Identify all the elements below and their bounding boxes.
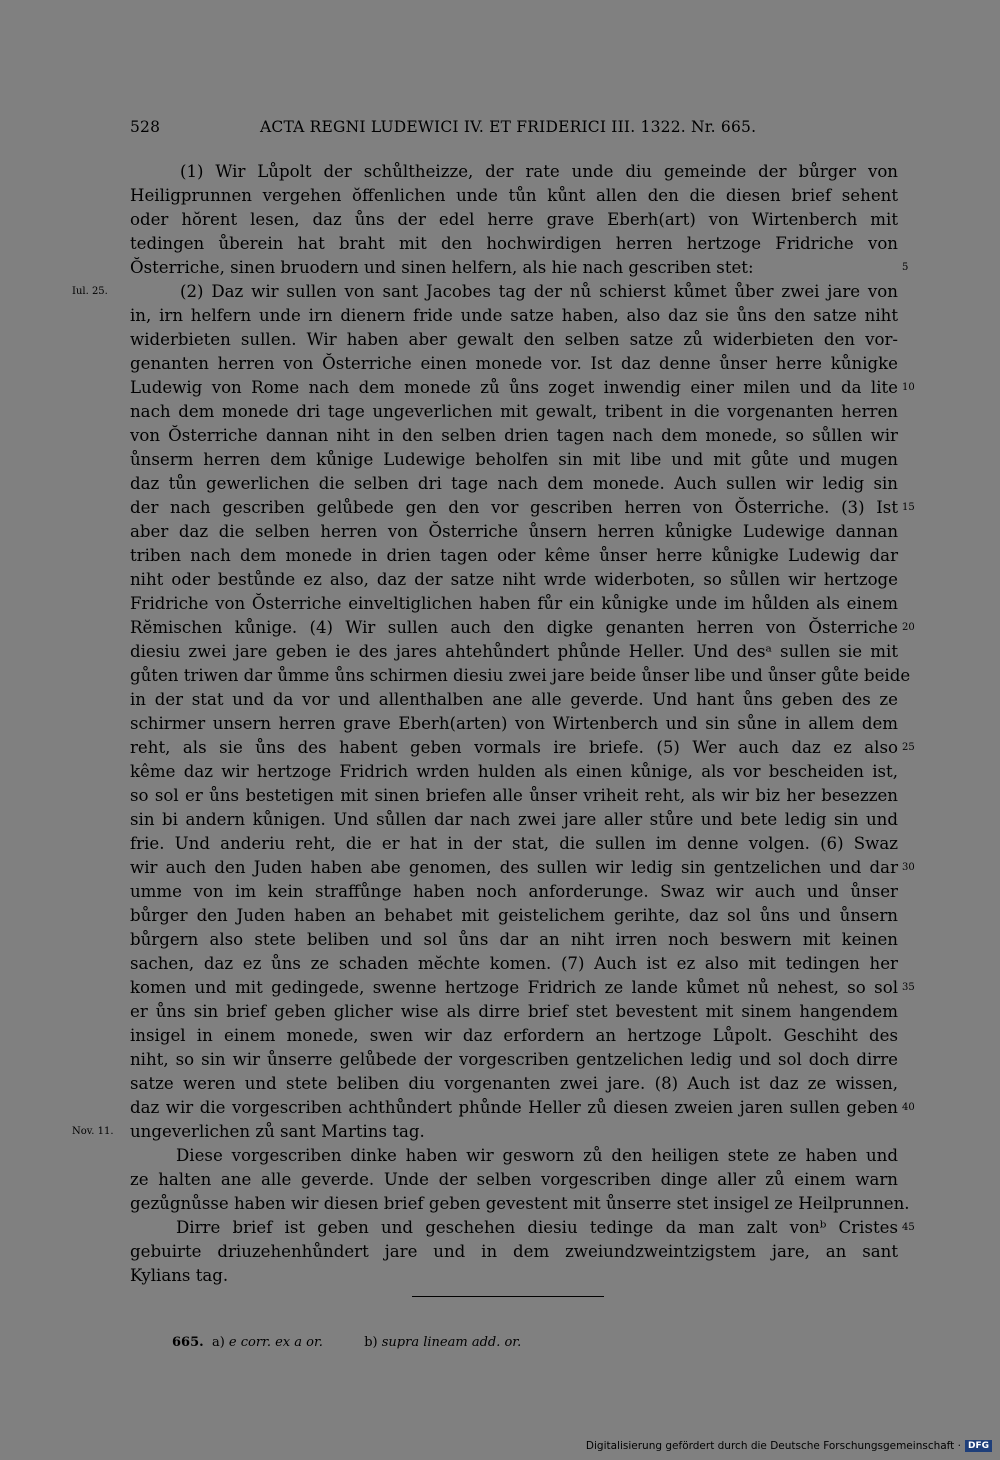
text-line-content: sachen, daz ez ůns ze schaden mĕchte komen. (7) Auch ist ez also mit tedingen her <box>130 954 898 973</box>
text-line <box>130 1168 898 1192</box>
text-line <box>130 496 915 520</box>
text-line-content: der nach gescriben gelůbede gen den vor gescriben herren von Ŏsterriche. (3) Ist <box>130 498 898 517</box>
text-line <box>130 664 911 688</box>
text-line-content: widerbieten sullen. Wir haben aber gewalt den selben satze zů widerbieten den vor- <box>130 330 898 349</box>
footnote-a-text: e corr. ex a or. <box>228 1335 323 1350</box>
page-number: 528 <box>130 118 161 136</box>
text-line-content: oder hŏrent lesen, daz ůns der edel herre grave Eberh(art) von Wirtenberch mit <box>130 210 898 229</box>
text-line <box>130 832 898 856</box>
text-line-content: ůnserm herren dem kůnige Ludewige beholfen sin mit libe und mit gůte und mugen <box>130 450 898 469</box>
text-line <box>72 280 898 304</box>
text-line <box>130 208 898 232</box>
text-line <box>72 1120 898 1144</box>
text-line <box>130 520 898 544</box>
text-line <box>130 616 915 640</box>
text-line <box>130 1000 898 1024</box>
text-line-content: Heiligprunnen vergehen ŏffenlichen unde tůn kůnt allen den die diesen brief sehent <box>130 186 898 205</box>
text-line <box>130 904 898 928</box>
text-line <box>130 640 898 664</box>
footnote-a-mark: a) <box>211 1335 225 1350</box>
text-line-content: Rĕmischen kůnige. (4) Wir sullen auch den digke genanten herren von Ŏsterriche <box>130 618 898 637</box>
text-line-content: gezůgnůsse haben wir diesen brief geben gevestent mit ůnserre stet insigel ze Heilprunnen. <box>130 1194 910 1213</box>
text-line-content: bůrger den Juden haben an behabet mit geistelichem gerihte, daz sol ůns und ůnsern <box>130 906 898 925</box>
text-line <box>130 472 898 496</box>
text-line-content: (1) Wir Lůpolt der schůltheizze, der rate unde diu gemeinde der bůrger von <box>180 162 898 181</box>
margin-date: Nov. 11. <box>72 1126 114 1137</box>
margin-line-number: 40 <box>902 1102 915 1113</box>
text-line <box>130 424 898 448</box>
text-line <box>130 808 898 832</box>
text-line <box>130 160 898 184</box>
text-line-content: in der stat und da vor und allenthalben ane alle geverde. Und hant ůns geben des ze <box>130 690 898 709</box>
text-line-content: von Ŏsterriche dannan niht in den selben drien tagen nach dem monede, so sůllen wir <box>130 426 898 445</box>
text-line-content: kême daz wir hertzoge Fridrich wrden hulden als einen kůnige, als vor bescheiden ist, <box>130 762 898 781</box>
text-line-content: aber daz die selben herren von Ŏsterriche ůnsern herren kůnigke Ludewige dannan <box>130 522 898 541</box>
text-line-content: Diese vorgescriben dinke haben wir gesworn zů den heiligen stete ze haben und <box>176 1146 898 1165</box>
text-line-content: gebuirte driuzehenhůndert jare und in dem zweiundzweintzigstem jare, an sant <box>130 1242 898 1261</box>
text-line <box>130 544 898 568</box>
text-line <box>130 760 898 784</box>
text-line <box>130 1072 898 1096</box>
dfg-logo: DFG <box>965 1440 992 1452</box>
text-line <box>130 592 898 616</box>
margin-line-number: 35 <box>902 982 915 993</box>
text-line <box>130 1144 898 1168</box>
text-line <box>130 1192 910 1216</box>
text-line-content: insigel in einem monede, swen wir daz erfordern an hertzoge Lůpolt. Geschiht des <box>130 1026 898 1045</box>
footnotes <box>172 1335 521 1350</box>
text-line-content: genanten herren von Ŏsterriche einen monede vor. Ist daz denne ůnser herre kůnigke <box>130 354 898 373</box>
text-line <box>130 376 915 400</box>
text-line-content: bůrgern also stete beliben und sol ůns dar an niht irren noch beswern mit keinen <box>130 930 898 949</box>
text-line-content: diesiu zwei jare geben ie des jares ahtehůndert phůnde Heller. Und desᵃ sullen sie mit <box>130 642 898 661</box>
text-line <box>130 1240 898 1264</box>
text-line-content: nach dem monede dri tage ungeverlichen mit gewalt, tribent in die vorgenanten herren <box>130 402 898 421</box>
text-line <box>130 1048 898 1072</box>
text-line <box>130 448 898 472</box>
text-line-content: reht, als sie ůns des habent geben vormals ire briefe. (5) Wer auch daz ez also <box>130 738 898 757</box>
text-line-content: niht, so sin wir ůnserre gelůbede der vorgescriben gentzelichen ledig und sol doch dirre <box>130 1050 898 1069</box>
text-line <box>130 568 898 592</box>
text-line <box>130 304 898 328</box>
charter-text <box>72 160 915 1288</box>
text-line <box>130 928 898 952</box>
text-line <box>130 328 898 352</box>
text-line-content: Ŏsterriche, sinen bruodern und sinen helfern, als hie nach gescriben stet: <box>130 258 754 277</box>
text-line-content: gůten triwen dar ůmme ůns schirmen diesiu zwei jare beide ůnser libe und ůnser gůte beide <box>130 666 911 685</box>
text-line <box>130 1096 915 1120</box>
text-line <box>130 712 898 736</box>
text-line-content: ungeverlichen zů sant Martins tag. <box>130 1122 425 1141</box>
footnote-b-mark: b) <box>364 1335 378 1350</box>
footnote-separator <box>412 1296 604 1297</box>
text-line <box>130 352 898 376</box>
text-line <box>130 184 898 208</box>
text-line-content: in, irn helfern unde irn dienern fride unde satze haben, also daz sie ůns den satze niht <box>130 306 898 325</box>
margin-line-number: 10 <box>902 382 915 393</box>
margin-line-number: 30 <box>902 862 915 873</box>
running-title: ACTA REGNI LUDEWICI IV. ET FRIDERICI III. 1322. Nr. 665. <box>260 118 757 136</box>
margin-line-number: 25 <box>902 742 915 753</box>
margin-line-number: 5 <box>902 262 909 273</box>
text-line-content: ze halten ane alle geverde. Unde der selben vorgescriben dinge aller zů einem warn <box>130 1170 898 1189</box>
margin-line-number: 15 <box>902 502 915 513</box>
text-line <box>130 856 915 880</box>
text-line-content: tedingen ůberein hat braht mit den hochwirdigen herren hertzoge Fridriche von <box>130 234 898 253</box>
text-line-content: (2) Daz wir sullen von sant Jacobes tag der nů schierst kůmet ůber zwei jare von <box>180 282 898 301</box>
text-line <box>130 688 898 712</box>
footnote-document-number: 665. <box>172 1335 204 1350</box>
text-line <box>130 1024 898 1048</box>
margin-line-number: 20 <box>902 622 915 633</box>
text-line <box>130 400 898 424</box>
text-line-content: satze weren und stete beliben diu vorgenanten zwei jare. (8) Auch ist daz ze wissen, <box>130 1074 898 1093</box>
margin-date: Iul. 25. <box>72 286 108 297</box>
text-line-content: triben nach dem monede in drien tagen oder kême ůnser herre kůnigke Ludewig dar <box>130 546 898 565</box>
text-line <box>130 952 898 976</box>
margin-line-number: 45 <box>902 1222 915 1233</box>
text-line <box>130 232 898 256</box>
text-line-content: umme von im kein straffůnge haben noch anforderunge. Swaz wir auch und ůnser <box>130 882 898 901</box>
text-line-content: sin bi andern kůnigen. Und sůllen dar nach zwei jare aller stůre und bete ledig sin und <box>130 810 898 829</box>
text-line-content: niht oder bestůnde ez also, daz der satze niht wrde widerboten, so sůllen wir hertzoge <box>130 570 898 589</box>
text-line-content: Dirre brief ist geben und geschehen diesiu tedinge da man zalt vonᵇ Cristes <box>176 1218 898 1237</box>
text-line-content: daz tůn gewerlichen die selben dri tage nach dem monede. Auch sullen wir ledig sin <box>130 474 898 493</box>
text-line-content: Fridriche von Ŏsterriche einveltiglichen haben fůr ein kůnigke unde im hůlden als einem <box>130 594 898 613</box>
text-line-content: daz wir die vorgescriben achthůndert phůnde Heller zů diesen zweien jaren sullen geben <box>130 1098 898 1117</box>
text-line-content: so sol er ůns bestetigen mit sinen briefen alle ůnser vriheit reht, als wir biz her besezzen <box>130 786 898 805</box>
text-line <box>130 880 898 904</box>
funding-credit-text: Digitalisierung gefördert durch die Deutsche Forschungsgemeinschaft · <box>585 1440 961 1452</box>
text-line-content: Kylians tag. <box>130 1266 229 1285</box>
text-line <box>130 784 898 808</box>
text-line-content: wir auch den Juden haben abe genomen, des sullen wir ledig sin gentzelichen und dar <box>130 858 898 877</box>
text-line <box>130 736 915 760</box>
footnote-b-text: supra lineam add. or. <box>381 1335 522 1350</box>
text-line-content: schirmer unsern herren grave Eberh(arten) von Wirtenberch und sin sůne in allem dem <box>130 714 898 733</box>
funding-credit <box>586 1439 992 1453</box>
text-line-content: komen und mit gedingede, swenne hertzoge Fridrich ze lande kůmet nů nehest, so sol <box>130 978 898 997</box>
text-line <box>130 256 909 280</box>
text-line <box>130 1264 898 1288</box>
text-line-content: Ludewig von Rome nach dem monede zů ůns zoget inwendig einer milen und da lite <box>130 378 898 397</box>
text-line <box>130 1216 915 1240</box>
text-line-content: frie. Und anderiu reht, die er hat in der stat, die sullen im denne volgen. (6) Swaz <box>130 834 898 853</box>
text-line <box>130 976 915 1000</box>
text-line-content: er ůns sin brief geben glicher wise als dirre brief stet bevestent mit sinem hangendem <box>130 1002 898 1021</box>
